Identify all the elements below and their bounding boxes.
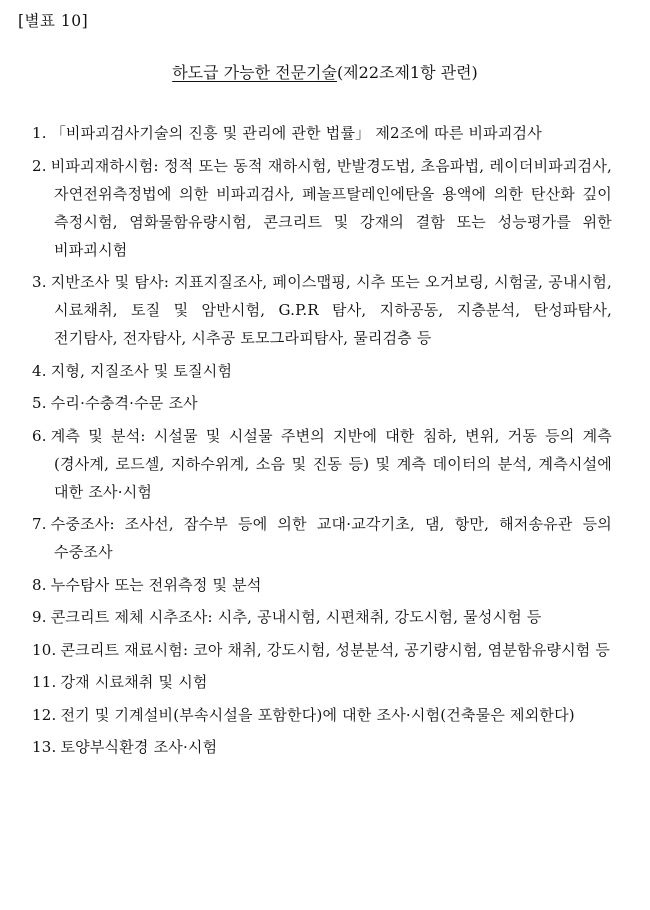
list-item xyxy=(32,701,612,729)
list-item xyxy=(32,668,612,696)
list-item xyxy=(32,422,612,506)
list-item xyxy=(32,357,612,385)
item-text: 콘크리트 재료시험: 코아 채취, 강도시험, 성분분석, 공기량시험, 염분함유량시험 등 xyxy=(60,640,611,659)
appendix-label: [별표 10] xyxy=(18,12,89,30)
item-text: 지형, 지질조사 및 토질시험 xyxy=(50,361,233,380)
document-title xyxy=(0,60,650,83)
item-text: 비파괴재하시험: 정적 또는 동적 재하시험, 반발경도법, 초음파법, 레이더비파괴검사, 자연전위측정법에 의한 비파괴검사, 페놀프탈레인에탄올 용액에 의한 탄산화 깊이 측정시험, 염화물함유량시험, 콘크리트 및 강재의 결함 또는 성능평가를 위한 비파괴시험 xyxy=(50,156,612,259)
document-title-main: 하도급 가능한 전문기술 xyxy=(172,63,337,82)
list-item xyxy=(32,733,612,761)
document-title-sub: (제22조제1항 관련) xyxy=(336,63,478,82)
item-text: 지반조사 및 탐사: 지표지질조사, 페이스맵핑, 시추 또는 오거보링, 시험굴, 공내시험, 시료채취, 토질 및 암반시험, G.P.R 탐사, 지하공동, 지층분석, 탄성파탐사, 전기탐사, 전자탐사, 시추공 토모그라피탐사, 물리검층 등 xyxy=(50,273,612,347)
item-text: 수중조사: 조사선, 잠수부 등에 의한 교대·교각기초, 댐, 항만, 해저송유관 등의 수중조사 xyxy=(50,515,612,561)
item-number: 7. xyxy=(32,515,47,533)
item-text: 전기 및 기계설비(부속시설을 포함한다)에 대한 조사·시험(건축물은 제외한다) xyxy=(60,705,575,724)
list-item xyxy=(32,571,612,599)
item-number: 4. xyxy=(32,361,47,380)
list-item xyxy=(32,152,612,264)
item-number: 1. xyxy=(32,124,47,142)
item-number: 9. xyxy=(32,608,47,626)
item-number: 8. xyxy=(32,575,47,594)
list-item xyxy=(32,389,612,417)
list-item xyxy=(32,510,612,566)
list-item xyxy=(32,603,612,631)
item-number: 12. xyxy=(32,705,57,724)
item-text: 콘크리트 제체 시추조사: 시추, 공내시험, 시편채취, 강도시험, 물성시험 등 xyxy=(50,608,542,626)
item-number: 5. xyxy=(32,394,47,412)
list-item xyxy=(32,119,612,147)
technology-list xyxy=(32,119,612,766)
item-text: 「비파괴검사기술의 진흥 및 관리에 관한 법률」 제2조에 따른 비파괴검사 xyxy=(50,124,542,142)
item-text: 수리·수충격·수문 조사 xyxy=(50,394,198,412)
item-number: 10. xyxy=(32,640,57,659)
item-number: 13. xyxy=(32,738,57,756)
list-item xyxy=(32,268,612,352)
item-text: 강재 시료채취 및 시험 xyxy=(60,673,208,691)
item-text: 계측 및 분석: 시설물 및 시설물 주변의 지반에 대한 침하, 변위, 거동 등의 계측(경사계, 로드셀, 지하수위계, 소음 및 진동 등) 및 계측 데이터의 분석, 계측시설에 대한 조사·시험 xyxy=(50,426,612,501)
item-number: 11. xyxy=(32,673,57,691)
list-item xyxy=(32,636,612,664)
item-number: 3. xyxy=(32,273,47,291)
item-text: 토양부식환경 조사·시험 xyxy=(60,738,218,756)
item-number: 6. xyxy=(32,426,47,445)
item-number: 2. xyxy=(32,156,47,175)
item-text: 누수탐사 또는 전위측정 및 분석 xyxy=(50,575,262,594)
